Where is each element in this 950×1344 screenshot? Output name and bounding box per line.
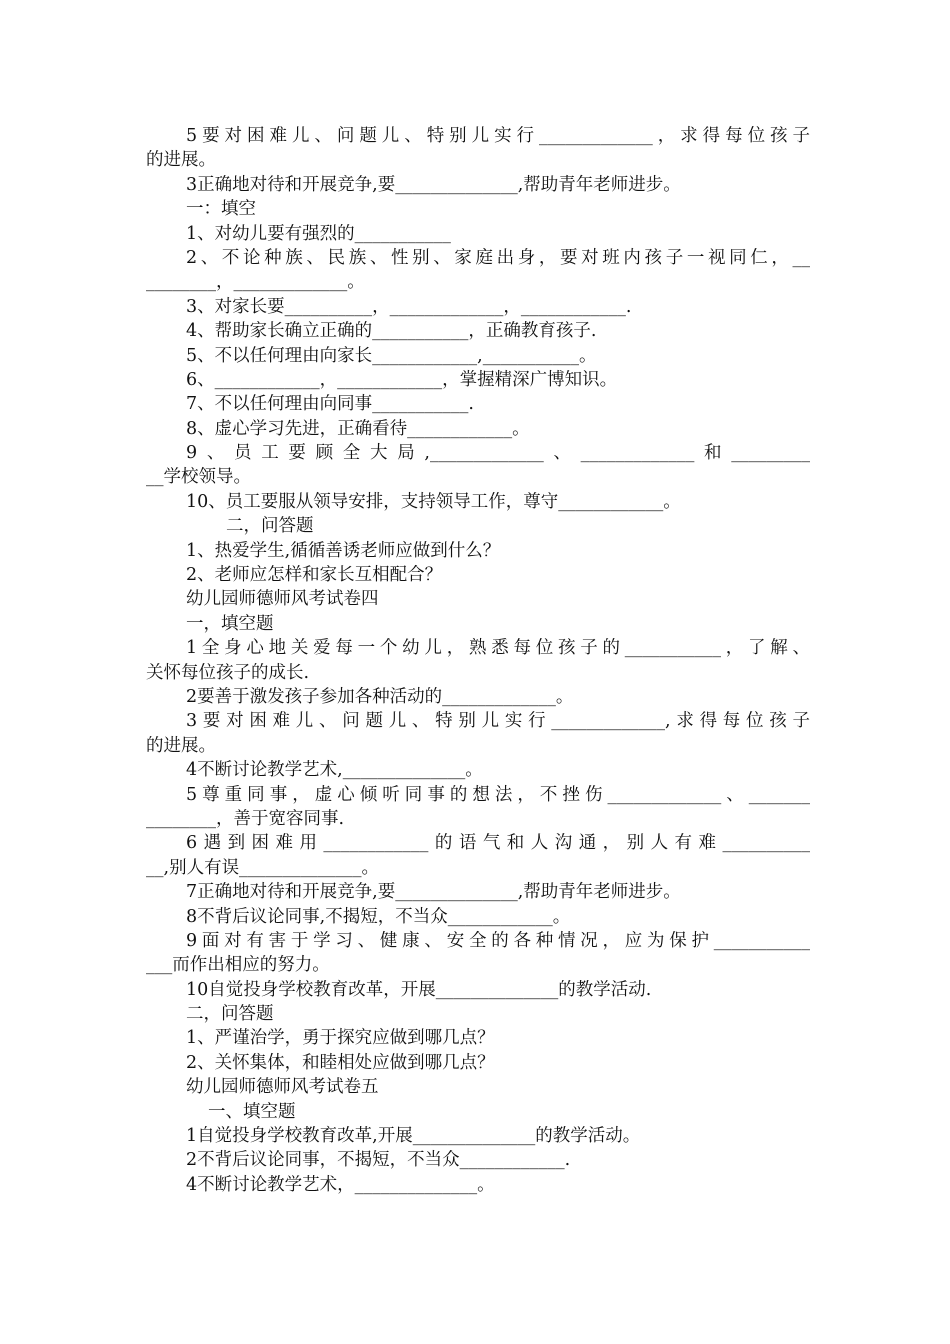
text-line: 幼儿园师德师风考试卷四 xyxy=(186,589,379,610)
text-line: 7正确地对待和开展竞争,要______________,帮助青年老师进步。 xyxy=(186,882,681,903)
text-line: 二，问答题 xyxy=(226,516,314,537)
text-line: 1自觉投身学校教育改革,开展______________的教学活动。 xyxy=(186,1126,641,1147)
document-body xyxy=(146,124,810,1197)
text-line: 二，问答题 xyxy=(186,1004,274,1025)
text-line: 5尊重同事，虚心倾听同事的想法，不挫伤_____________、_______ xyxy=(186,784,810,805)
text-line: 7、不以任何理由向同事___________. xyxy=(186,394,474,415)
text-line: 1、对幼儿要有强烈的___________ xyxy=(186,223,451,244)
text-line: 4不断讨论教学艺术，______________。 xyxy=(186,1174,495,1195)
text-line: 2要善于激发孩子参加各种活动的_____________。 xyxy=(186,686,574,707)
text-line: 10自觉投身学校教育改革，开展______________的教学活动. xyxy=(186,979,652,1000)
text-line: 3正确地对待和开展竞争,要______________,帮助青年老师进步。 xyxy=(186,174,681,195)
text-line: 的进展。 xyxy=(146,150,216,171)
text-line: 5、不以任何理由向家长____________,___________。 xyxy=(186,345,597,366)
text-line: 9面对有害于学习、健康、安全的各种情况，应为保护___________ xyxy=(186,930,810,951)
text-line: 1、热爱学生,循循善诱老师应做到什么？ xyxy=(186,540,501,561)
text-line: 幼儿园师德师风考试卷五 xyxy=(186,1077,379,1098)
text-line: 8、虚心学习先进，正确看待____________。 xyxy=(186,418,530,439)
text-line: 2不背后议论同事，不揭短，不当众____________. xyxy=(186,1150,571,1171)
text-line: 一、填空题 xyxy=(208,1101,296,1122)
text-line: 2、老师应怎样和家长互相配合？ xyxy=(186,565,443,586)
text-line: 1全身心地关爱每一个幼儿，熟悉每位孩子的___________，了解、 xyxy=(186,638,810,659)
text-line: __学校领导。 xyxy=(146,467,251,488)
text-line: 一，填空题 xyxy=(186,613,274,634)
text-line: 3要对困难儿、问题儿、特别儿实行_____________,求得每位孩子 xyxy=(186,711,810,732)
text-line: 4不断讨论教学艺术,______________。 xyxy=(186,760,483,781)
text-line: 一：填空 xyxy=(186,199,256,220)
text-line: ___而作出相应的努力。 xyxy=(146,955,330,976)
text-line: 3、对家长要__________，_____________，____________. xyxy=(186,296,632,317)
text-line: 10、员工要服从领导安排，支持领导工作，尊守____________。 xyxy=(186,491,681,512)
text-line: 4、帮助家长确立正确的___________，正确教育孩子. xyxy=(186,321,597,342)
text-line: 2、不论种族、民族、性别、家庭出身，要对班内孩子一视同仁，__ xyxy=(186,247,810,268)
text-line: 的进展。 xyxy=(146,735,216,756)
text-line: 1、严谨治学，勇于探究应做到哪几点？ xyxy=(186,1028,495,1049)
text-line: 关怀每位孩子的成长. xyxy=(146,662,310,683)
text-line: 6遇到困难用____________的语气和人沟通，别人有难__________ xyxy=(186,833,810,854)
text-line: 8不背后议论同事,不揭短，不当众____________。 xyxy=(186,906,571,927)
text-line: __,别人有误______________。 xyxy=(146,857,380,878)
text-line: 6、____________，____________，掌握精深广博知识。 xyxy=(186,369,618,390)
text-line: 5要对困难儿、问题儿、特别儿实行_____________，求得每位孩子 xyxy=(186,126,810,146)
text-line: ________，_____________。 xyxy=(146,272,365,293)
text-line: 9、员工要顾全大局,_____________、_____________和_________ xyxy=(186,443,810,464)
text-line: ________，善于宽容同事. xyxy=(146,808,345,829)
text-line: 2、关怀集体，和睦相处应做到哪几点？ xyxy=(186,1052,495,1073)
